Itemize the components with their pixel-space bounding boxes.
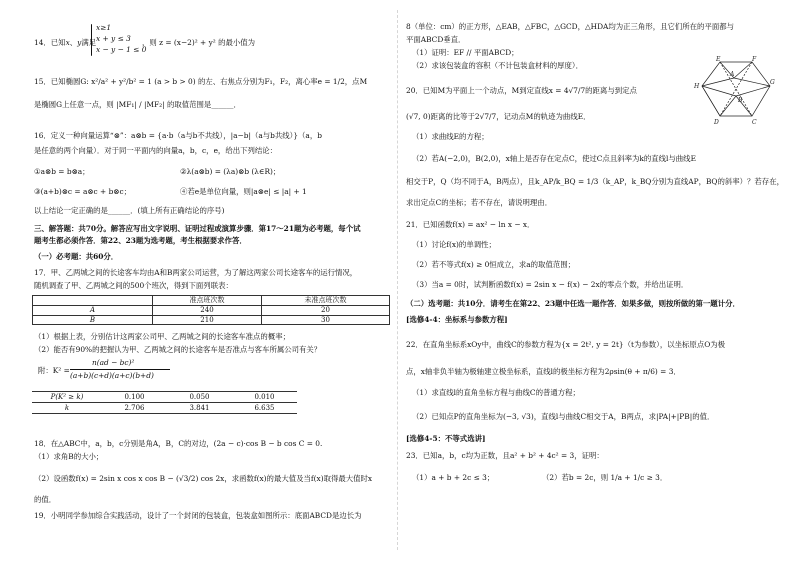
q16-line2: 是任意的两个向量）．对于同一平面内的向量a，b，c，e，给出下列结论：	[34, 146, 278, 155]
q20-sub2: （2）若A(−2,0)，B(2,0)，x轴上是否存在定点C，使过C点且斜率为k的直线l与曲线E	[412, 154, 696, 163]
q21-sub2: （2）若不等式f(x) ≥ 0恒成立，求a的取值范围；	[412, 260, 576, 269]
q14-suffix: ，则 z = (x−2)² + y² 的最小值为	[142, 38, 256, 47]
q18-sub2: （2）设函数f(x) = 2sin x cos x cos B − (√3/2) cos 2x，求函数f(x)的最大值及当f(x)取得最大值时x	[34, 474, 373, 483]
q14-cond-b: x + y ≤ 3	[96, 34, 131, 43]
q20-line2: (√7, 0)距离的比等于2√7/7，记动点M的轨迹为曲线E．	[406, 112, 591, 121]
q18-sub1: （1）求角B的大小；	[34, 452, 104, 461]
section3-line2: 题考生都必须作答．第22、23题为选考题，考生根据要求作答．	[34, 236, 247, 245]
optional-section-header: （二）选考题：共10分．请考生在第22、23题中任选一题作答．如果多做，则按所做的第一题计分．	[406, 299, 740, 308]
table-row	[32, 403, 297, 414]
vertex-label: F	[752, 56, 757, 63]
q14-prefix-text: 14．已知	[34, 38, 66, 47]
q19-line2: 8（单位：cm）的正方形，△EAB，△FBC，△GCD，△HDA均为正三角形，且它们所在的平面都与	[406, 22, 735, 31]
q20-sub4: 求出定点C的坐标；若不存在，请说明理由．	[406, 198, 553, 207]
q23-sub2: （2）若b = 2c，则 1/a + 1/c ≥ 3．	[542, 473, 668, 482]
q22-line1: 22．在直角坐标系xOy中，曲线C的参数方程为{x = 2t², y = 2t}（t为参数），以坐标原点O为极	[406, 340, 726, 349]
table-cell: 20	[261, 305, 389, 315]
table-cell: 240	[153, 305, 262, 315]
q20-sub3: 相交于P，Q（均不同于A，B两点），且k_AP/k_BQ = 1/3（k_AP，k_BQ分别为直线AP，BQ的斜率）？若存在，	[406, 177, 784, 186]
q16-line1: 16．定义一种向量运算“⊗”：a⊗b = {a·b（a与b不共线），|a−b|（a与b共线）}（a，b	[34, 131, 322, 140]
vertex-label: A	[730, 71, 735, 78]
vertex-label: D	[714, 119, 719, 126]
q16-option-2: ②λ(a⊗b) = (λa)⊗b (λ∈R)；	[180, 167, 281, 176]
table-row	[33, 305, 390, 315]
vertex-label: G	[770, 79, 775, 86]
q21-sub1: （1）讨论f(x)的单调性；	[412, 240, 496, 249]
table-header-row	[33, 296, 390, 306]
q17-formula-bar	[70, 369, 170, 370]
vertex-label: B	[738, 97, 743, 104]
table-cell: 0.010	[232, 392, 297, 403]
section3-required: （一）必考题：共60分．	[34, 252, 119, 261]
package-box-figure	[690, 56, 774, 132]
q22-line2: 点，x轴非负半轴为极轴建立极坐标系，直线l的极坐标方程为2ρsin(θ + π/6) = 3．	[406, 367, 681, 376]
q17-formula-denominator: (a+b)(c+d)(a+c)(b+d)	[70, 371, 154, 380]
table-header	[33, 296, 153, 306]
q14-mid-text: 满足	[81, 38, 97, 47]
edge	[734, 62, 752, 78]
critical-value-table	[32, 391, 297, 414]
q23-sub1: （1）a + b + 2c ≤ 3；	[412, 473, 495, 482]
table-header: 未准点班次数	[261, 296, 389, 306]
table-cell: P(K² ≥ k)	[32, 392, 102, 403]
q23-line1: 23．已知a，b，c均为正数，且a² + b² + 4c² = 3，证明：	[406, 451, 604, 460]
table-cell: 2.706	[102, 403, 167, 414]
table-row	[32, 392, 297, 403]
q19-sub1: （1）证明：EF // 平面ABCD；	[412, 48, 519, 57]
q21-sub3: （3）当a = 0时，试判断函数f(x) = 2sin x − f(x) − 2x的零点个数，并给出证明．	[412, 280, 689, 289]
q14-cond-a: x≥1	[96, 23, 112, 32]
q17-sub1: （1）根据上表，分别估计这两家公司甲、乙两城之间的长途客车准点的概率；	[34, 332, 290, 341]
q19-line3: 平面ABCD垂直．	[406, 35, 466, 44]
q16-option-3: ③(a+b)⊗c = a⊗c + b⊗c；	[34, 187, 132, 196]
q22-sub1: （1）求直线l的直角坐标方程与曲线C的普通方程；	[412, 388, 580, 397]
q17-sub2: （2）能否有90%的把握认为甲、乙两城之间的长途客车是否准点与客车所属公司有关？	[34, 345, 322, 354]
q17-line2: 随机调查了甲、乙两城之间的500个班次，得到下面列联表：	[34, 281, 233, 290]
table-cell: 30	[261, 315, 389, 325]
q19-sub2: （2）求该包装盒的容积（不计包装盒材料的厚度）．	[412, 61, 583, 70]
q17-formula-label: 附：K² =	[38, 366, 70, 375]
q16-line3: 以上结论一定正确的是______．(填上所有正确结论的序号)	[34, 206, 225, 215]
table-cell: 6.635	[232, 403, 297, 414]
vertex-label: H	[694, 83, 700, 90]
q17-formula-numerator: n(ad − bc)²	[92, 358, 135, 367]
column-divider	[397, 10, 398, 550]
table-cell: k	[32, 403, 102, 414]
table-cell: 0.050	[167, 392, 232, 403]
table-row	[33, 315, 390, 325]
q19-line1: 19．小明同学参加综合实践活动，设计了一个封闭的包装盒，包装盒如图所示：底面ABCD是边长为	[34, 511, 362, 520]
table-cell: 0.100	[102, 392, 167, 403]
section3-line1: 三、解答题：共70分。解答应写出文字说明、证明过程或演算步骤．第17～21题为必考题，每个试	[34, 224, 361, 233]
table-cell: 210	[153, 315, 262, 325]
q14-prefix: 14．已知x、y满足	[34, 38, 97, 47]
q20-sub1: （1）求曲线E的方程；	[412, 132, 489, 141]
table-cell: A	[33, 305, 153, 315]
q14-brace	[91, 24, 92, 56]
q18-sub2b: 的值．	[34, 495, 57, 504]
q18-line1: 18．在△ABC中，a，b，c分别是角A，B，C的对边，(2a − c)·cos B − b cos C = 0.	[34, 439, 323, 448]
q15-line1: 15．已知椭圆G: x²/a² + y²/b² = 1 (a > b > 0) 的左、右焦点分别为F₁，F₂，离心率e = 1/2，点M	[34, 77, 368, 86]
q16-option-4: ④若e是单位向量，则|a⊗e| ≤ |a| + 1	[180, 187, 307, 196]
table-cell: B	[33, 315, 153, 325]
q22-sub2: （2）已知点P的直角坐标为(−3, √3)，直线l与曲线C相交于A，B两点，求|PA|+|PB|的值．	[412, 412, 715, 421]
contingency-table	[32, 295, 390, 325]
vertex-label: C	[752, 119, 757, 126]
table-header: 准点班次数	[153, 296, 262, 306]
q14-cond-c: x − y − 1 ≤ 0	[96, 45, 147, 54]
elective-4-4-title: [选修4-4：坐标系与参数方程]	[406, 315, 508, 324]
q20-line1: 20．已知M为平面上一个动点，M到定直线x = 4√7/7的距离与到定点	[406, 86, 637, 95]
q16-option-1: ①a⊗b = b⊗a；	[34, 167, 90, 176]
elective-4-5-title: [选修4-5：不等式选讲]	[406, 434, 486, 443]
q15-line2: 是椭圆G上任意一点，则 |MF₁| / |MF₂| 的取值范围是______．	[34, 100, 241, 109]
q21-line1: 21．已知函数f(x) = ax² − ln x − x．	[406, 220, 535, 229]
edge	[720, 96, 736, 116]
box-edges	[702, 62, 770, 116]
q17-line1: 17．甲、乙两城之间的长途客车均由A和B两家公司运营，为了解这两家公司长途客车的运行情况，	[34, 268, 358, 277]
table-cell: 3.841	[167, 403, 232, 414]
vertex-label: E	[716, 56, 721, 63]
